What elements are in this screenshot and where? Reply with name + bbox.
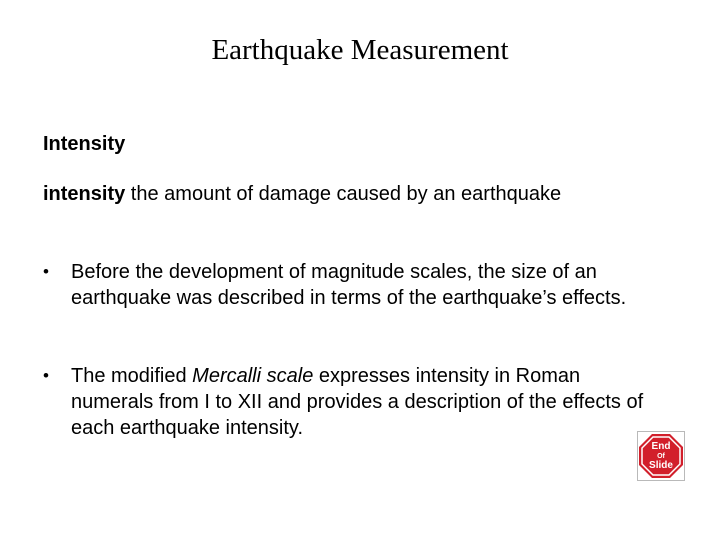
bullet-mark: • <box>43 366 49 385</box>
end-of-slide-button[interactable] <box>637 431 685 481</box>
mercalli-scale-term: Mercalli scale <box>192 365 314 387</box>
section-heading: Intensity <box>43 133 126 155</box>
bullet-mark: • <box>43 262 49 281</box>
bullet-item <box>43 259 655 311</box>
slide-title: Earthquake Measurement <box>211 34 509 66</box>
end-of-slide-text-of: Of <box>657 453 665 460</box>
definition-term: intensity <box>43 183 126 205</box>
bullet-text-before: The modified <box>71 365 193 387</box>
bullet-text: Before the development of magnitude scales, the size of an earthquake was described in terms of the earthquake’s effects. <box>71 261 627 309</box>
definition-paragraph <box>43 181 643 207</box>
end-of-slide-text-end: End <box>651 441 671 452</box>
end-of-slide-text-slide: Slide <box>649 460 673 471</box>
definition-text: the amount of damage caused by an earthquake <box>125 183 562 205</box>
bullet-item <box>43 363 655 441</box>
bullet-text-after: expresses intensity in Roman numerals from I to XII and provides a description of the effects of each earthquake intensity. <box>71 365 644 439</box>
